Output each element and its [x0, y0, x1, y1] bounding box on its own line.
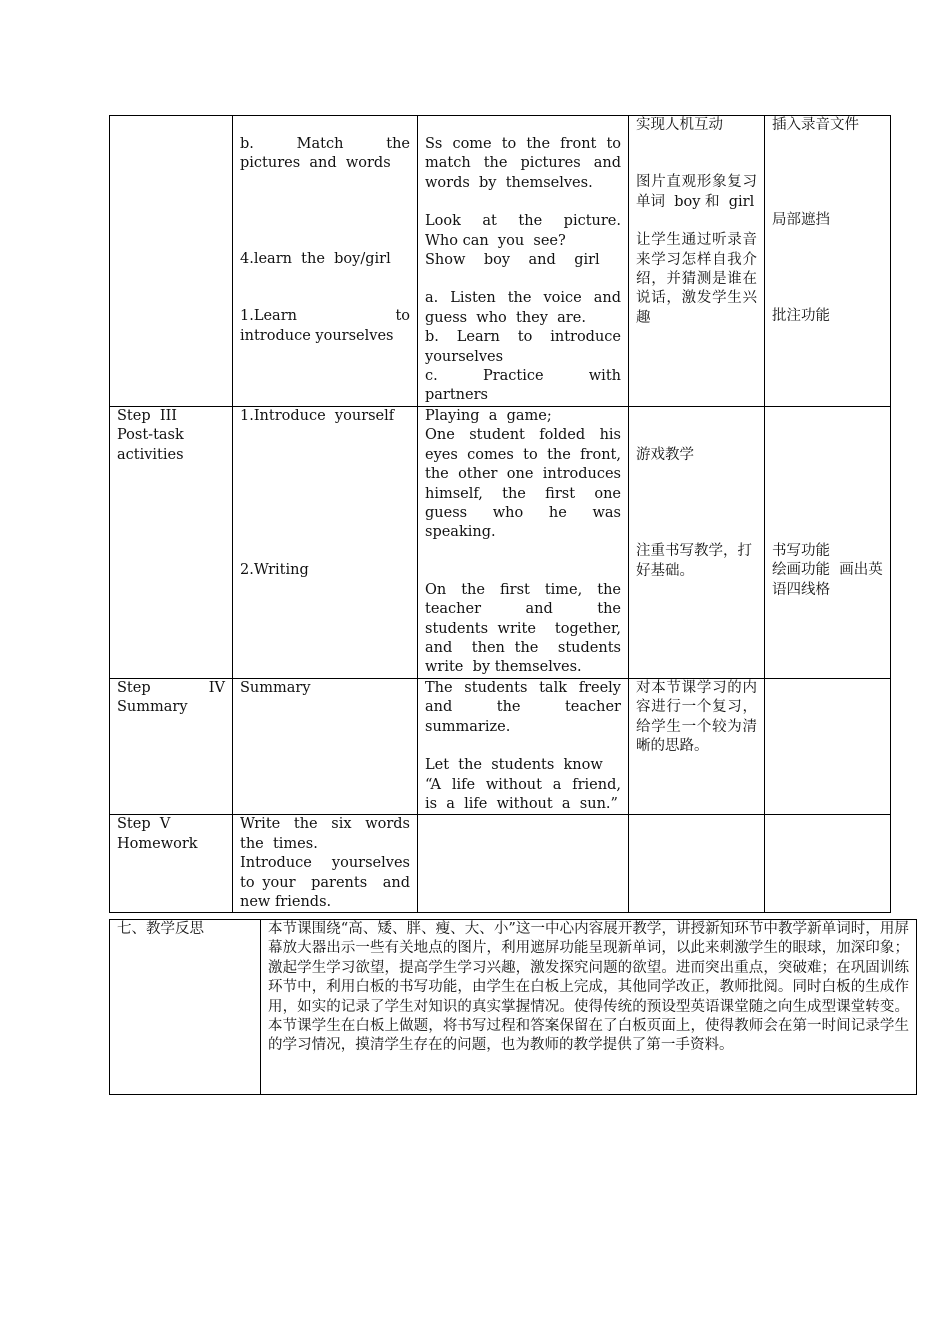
step-word: Step [117, 679, 151, 696]
purpose-item: 实现人机互动 [636, 117, 723, 133]
content-item: Write the six words the times. [240, 816, 415, 852]
step-label: Step V [117, 816, 171, 833]
content-item: 4.learn the boy/girl [240, 250, 391, 267]
media-item: 书写功能 [772, 542, 830, 559]
activity-item: Let the students know [425, 757, 603, 774]
step-label: Step III [117, 407, 178, 424]
content-item: Introduce yourselves to your parents and new friends. [240, 855, 420, 910]
activity-item: On the first time, the teacher and the students write together, and then the students write by themselves. [425, 581, 631, 676]
activity-cell [418, 678, 629, 814]
activity-item: The students talk freely and the teacher summarize. [425, 679, 626, 735]
activity-item: b. Learn to introduce yourselves [425, 329, 626, 365]
activity-item: Ss come to the front to match the pictures and words by themselves. [425, 136, 626, 191]
activity-item: Look at the picture. Who can you see? [425, 213, 631, 249]
activity-item: a. Listen the voice and guess who they are. [425, 290, 626, 326]
purpose-item: 注重书写教学，打好基础。 [636, 543, 752, 579]
content-cell [233, 815, 418, 913]
step-cell [110, 815, 233, 913]
step-label: Homework [117, 835, 198, 852]
step-label: activities [117, 446, 184, 463]
content-item: b. Match the pictures and words [240, 136, 420, 172]
media-cell [765, 116, 891, 407]
step-number: IV [208, 679, 225, 696]
reflection-text: 本节课围绕“高、矮、胖、瘦、大、小”这一中心内容展开教学，讲授新知环节中教学新单词时，用屏幕放大器出示一些有关地点的图片，利用遮屏功能呈现新单词，以此来刺激学生的眼球，加深印象；激起学生学习欲望，提高学生学习兴趣，激发探究问题的欲望。进而突出重点，突破难；在巩固训练环节中，利用白板的书写功能，由学生在白板上完成，其他同学改正，教师批阅。同时白板的生成作用，如实的记录了学生对知识的真实掌握情况。使得传统的预设型英语课堂随之向生成型课堂转变。本节课学生在白板上做题，将书写过程和答案保留在了白板页面上，使得教师会在第一时间记录学生的学习情况，摸清学生存在的问题，也为教师的教学提供了第一手资料。 [261, 920, 917, 1095]
content-item: 2.Writing [240, 562, 309, 579]
table-row [110, 815, 891, 913]
activity-item: One student folded his eyes comes to the front, the other one introduces himself, the first one guess who he was speaking. [425, 427, 626, 541]
content-cell [233, 116, 429, 407]
activity-cell [418, 815, 629, 913]
lesson-plan-table [109, 115, 891, 913]
activity-item: Playing a game; [425, 407, 552, 424]
step-cell [110, 116, 233, 407]
purpose-cell [629, 678, 765, 814]
media-cell [765, 406, 891, 678]
purpose-item: 让学生通过听录音来学习怎样自我介绍，并猜测是谁在说话，激发学生兴趣 [636, 232, 757, 326]
activity-item: c. Practice with partners [425, 368, 631, 404]
table-row [110, 920, 917, 1095]
purpose-item: 图片直观形象复习单词 boy 和 girl [636, 174, 757, 210]
step-label: Post-task [117, 427, 184, 444]
purpose-cell [629, 406, 765, 678]
media-cell [765, 678, 891, 814]
purpose-item: 对本节课学习的内容进行一个复习，给学生一个较为清晰的思路。 [636, 679, 757, 755]
purpose-item: 游戏教学 [636, 446, 694, 463]
activity-cell [418, 116, 629, 407]
media-item: 局部遮挡 [772, 212, 830, 229]
reflection-label: 七、教学反思 [110, 920, 261, 1095]
media-cell [765, 815, 891, 913]
step-label: Summary [117, 699, 188, 716]
activity-cell [418, 406, 629, 678]
media-item: 绘画功能 画出英语四线格 [772, 562, 883, 598]
media-item: 插入录音文件 [772, 117, 859, 133]
content-cell [233, 678, 418, 814]
content-item: 1.Learn to introduce yourselves [240, 308, 429, 344]
purpose-cell [629, 116, 765, 407]
purpose-cell [629, 815, 765, 913]
activity-item: “A life without a friend, is a life without a sun.” [425, 776, 626, 812]
step-cell [110, 406, 233, 678]
content-item: 1.Introduce yourself [240, 407, 395, 424]
media-item: 批注功能 [772, 307, 830, 324]
activity-item: Show boy and girl [425, 252, 600, 269]
table-row [110, 406, 891, 678]
table-row [110, 116, 891, 407]
step-label [117, 679, 225, 698]
table-row [110, 678, 891, 814]
content-item: Summary [240, 679, 311, 696]
content-cell [233, 406, 418, 678]
step-cell [110, 678, 233, 814]
reflection-table [109, 919, 917, 1095]
